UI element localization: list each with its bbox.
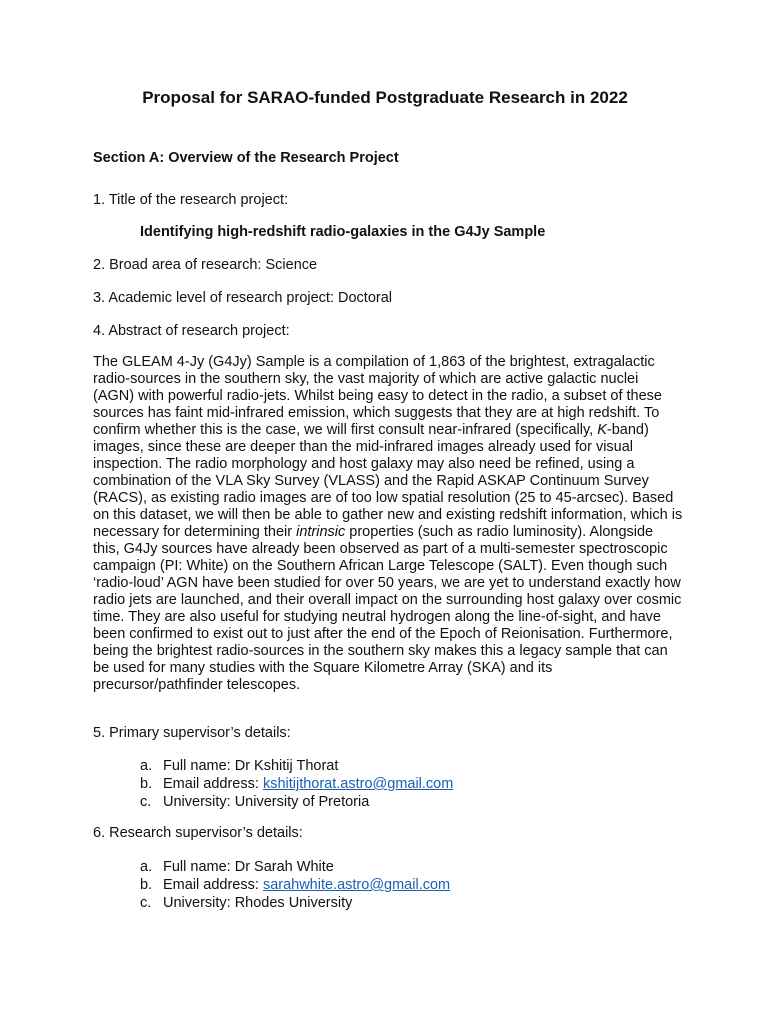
document-title: Proposal for SARAO-funded Postgraduate Research in 2022 xyxy=(142,88,628,107)
research-email-link[interactable]: sarahwhite.astro@gmail.com xyxy=(262,877,451,893)
list-marker: c. xyxy=(140,895,152,911)
list-item xyxy=(140,876,450,894)
list-marker: a. xyxy=(140,859,153,875)
item-title-label: 1. Title of the research project: xyxy=(93,192,289,208)
research-university: University: Rhodes University xyxy=(163,895,353,911)
project-title: Identifying high-redshift radio-galaxies in the G4Jy Sample xyxy=(140,224,546,240)
list-item xyxy=(140,793,453,811)
abstract-part-2: -band) images, since these are deeper than the mid-infrared images already used for visual inspection. The radio morphology and host galaxy may also need be refined, using a combination of the VLA Sky Survey (VLASS) and the Rapid ASKAP Continuum Survey (RACS), as existing radio images are of too low spatial resolution (25 to 45-arcsec). Based on this dataset, we will then be able to gather new and existing redshift information, which is necessary for determining their xyxy=(93,422,683,540)
abstract-intrinsic: intrinsic xyxy=(296,524,346,540)
research-supervisor-details xyxy=(140,858,450,912)
list-item xyxy=(140,894,450,912)
abstract-paragraph xyxy=(93,354,683,694)
abstract-part-3: properties (such as radio luminosity). Alongside this, G4Jy sources have already been observed as part of a multi-semester spectroscopic campaign (PI: White) on the Southern African Large Telescope (SALT). Even though such ‘radio-loud’ AGN have been studied for over 50 years, we are yet to understand exactly how radio jets are launched, and their overall impact on the surrounding host galaxy over cosmic time. They are also useful for studying neutral hydrogen along the line-of-sight, and have been confirmed to exist out to just after the end of the Epoch of Reionisation. Furthermore, being the brightest radio-sources in the southern sky makes this a legacy sample that can be used for many studies with the Square Kilometre Array (SKA) and its precursor/pathfinder telescopes. xyxy=(93,524,682,693)
list-marker: b. xyxy=(140,776,153,792)
primary-full-name: Full name: Dr Kshitij Thorat xyxy=(163,758,339,774)
primary-supervisor-details xyxy=(140,757,453,811)
item-research-area: 2. Broad area of research: Science xyxy=(93,257,318,273)
list-marker: c. xyxy=(140,794,152,810)
list-item xyxy=(140,757,453,775)
item-primary-supervisor: 5. Primary supervisor’s details: xyxy=(93,725,291,741)
list-marker: b. xyxy=(140,877,153,893)
item-academic-level: 3. Academic level of research project: Doctoral xyxy=(93,290,392,306)
list-item xyxy=(140,775,453,793)
section-heading: Section A: Overview of the Research Project xyxy=(93,150,399,166)
item-abstract-label: 4. Abstract of research project: xyxy=(93,323,290,339)
list-item xyxy=(140,858,450,876)
research-email-label: Email address: sarahwhite.astro@gmail.com xyxy=(163,877,451,893)
research-full-name: Full name: Dr Sarah White xyxy=(163,859,334,875)
list-marker: a. xyxy=(140,758,153,774)
abstract-part-1: The GLEAM 4-Jy (G4Jy) Sample is a compilation of 1,863 of the brightest, extragalactic radio-sources in the southern sky, the vast majority of which are active galactic nuclei (AGN) with powerful radio-jets. Whilst being easy to detect in the radio, a subset of these sources has faint mid-infrared emission, which suggests that they are at high redshift. To confirm whether this is the case, we will first consult near-infrared (specifically, xyxy=(93,354,662,438)
primary-email-label: Email address: kshitijthorat.astro@gmail.com xyxy=(163,776,454,792)
abstract-k-band: K xyxy=(597,422,607,438)
primary-email-link[interactable]: kshitijthorat.astro@gmail.com xyxy=(262,776,454,792)
primary-university: University: University of Pretoria xyxy=(163,794,370,810)
item-research-supervisor: 6. Research supervisor’s details: xyxy=(93,825,303,841)
